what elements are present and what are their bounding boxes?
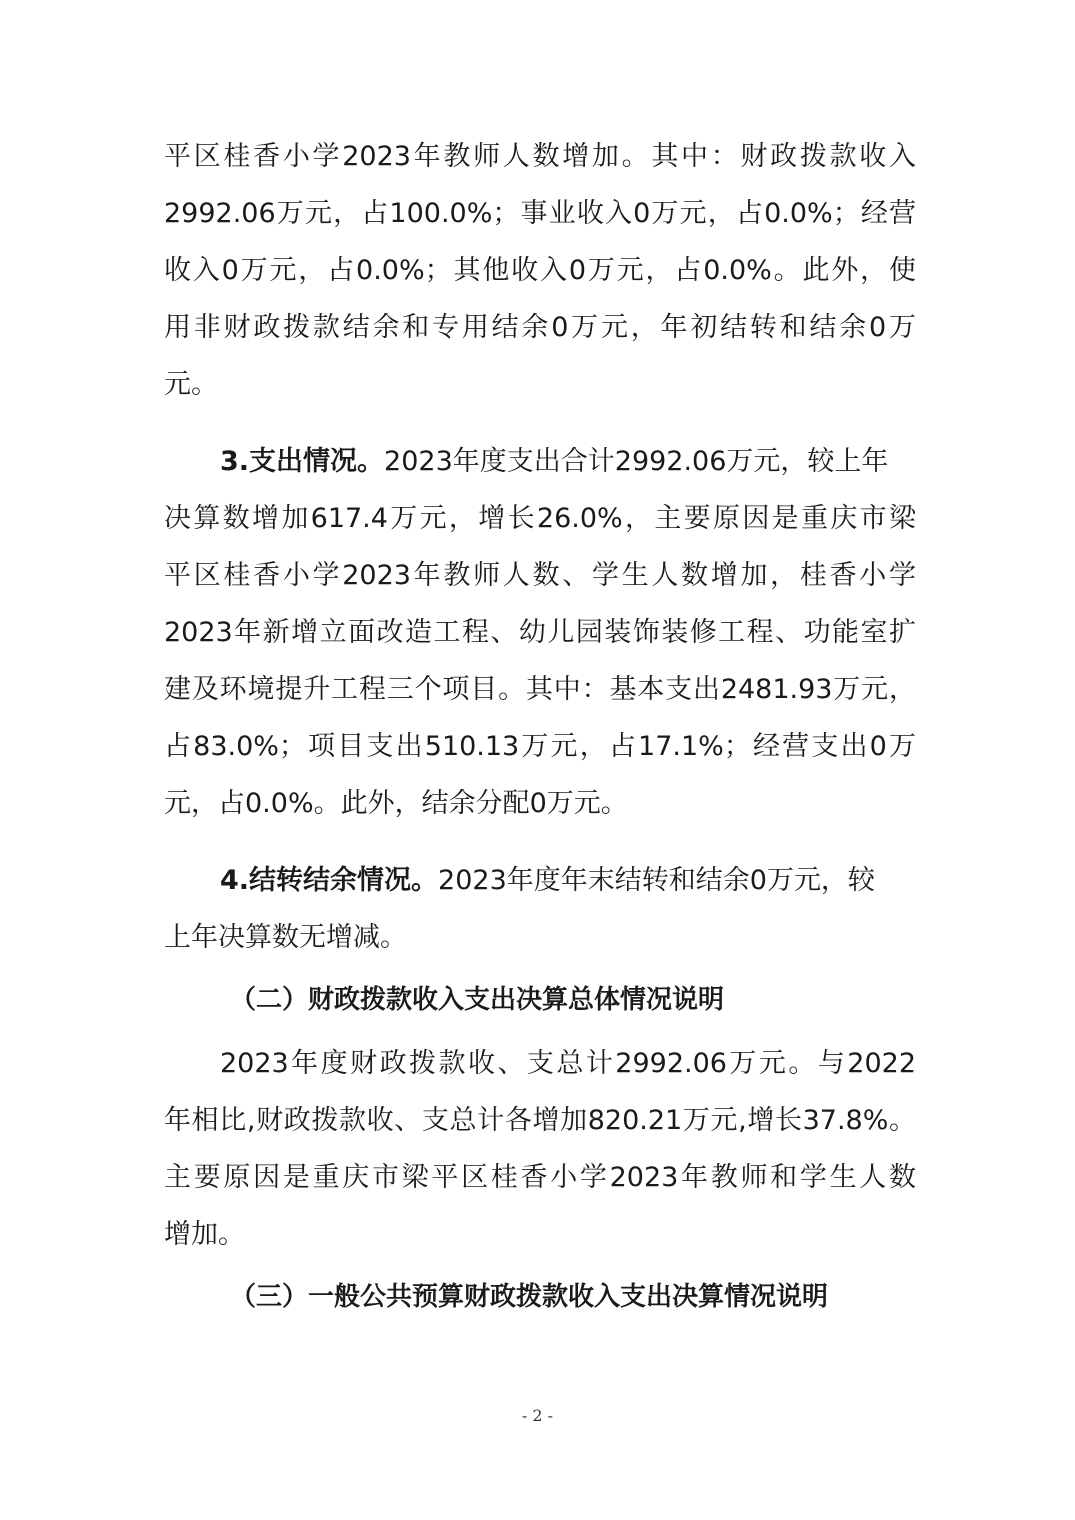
text-line: 2023年新增立面改造工程、幼儿园装饰装修工程、功能室扩	[164, 617, 916, 648]
text-line: 主要原因是重庆市梁平区桂香小学2023年教师和学生人数	[164, 1162, 916, 1193]
text-line-first	[164, 852, 916, 909]
document-body	[164, 128, 916, 1326]
text-line: 2992.06万元，占100.0%；事业收入0万元，占0.0%；经营	[164, 198, 916, 229]
paragraph-fiscal-summary	[164, 1035, 916, 1263]
paragraph-expenditure	[164, 433, 916, 832]
text-line: 平区桂香小学2023年教师人数增加。其中：财政拨款收入	[164, 141, 916, 172]
text-line: 上年决算数无增减。	[164, 922, 407, 953]
paragraph-gap	[164, 832, 916, 852]
text-run: 2023年度支出合计2992.06万元，较上年	[384, 446, 889, 477]
paragraph-heading: 3.支出情况。	[220, 446, 385, 477]
text-run: 2023年度年末结转和结余0万元，较	[438, 865, 875, 896]
text-line: 元，占0.0%。此外，结余分配0万元。	[164, 788, 628, 819]
paragraph-carryover	[164, 852, 916, 966]
text-line-first	[164, 433, 916, 490]
text-line: 收入0万元，占0.0%；其他收入0万元，占0.0%。此外，使	[164, 255, 916, 286]
text-line: 平区桂香小学2023年教师人数、学生人数增加，桂香小学	[164, 560, 916, 591]
text-line: 决算数增加617.4万元，增长26.0%，主要原因是重庆市梁	[164, 503, 916, 534]
section-title-3: （三）一般公共预算财政拨款收入支出决算情况说明	[230, 1282, 829, 1312]
text-line: 用非财政拨款结余和专用结余0万元，年初结转和结余0万	[164, 312, 916, 343]
text-line: 建及环境提升工程三个项目。其中：基本支出2481.93万元，	[164, 674, 916, 705]
text-line: 年相比,财政拨款收、支总计各增加820.21万元,增长37.8%。	[164, 1105, 916, 1136]
text-line: 增加。	[164, 1219, 245, 1250]
paragraph-gap	[164, 413, 916, 433]
section-title-2: （二）财政拨款收入支出决算总体情况说明	[230, 985, 725, 1015]
text-line: 元。	[164, 369, 218, 400]
page-number: - 2 -	[521, 1406, 554, 1425]
paragraph-heading: 4.结转结余情况。	[220, 865, 439, 896]
text-line: 占83.0%；项目支出510.13万元，占17.1%；经营支出0万	[164, 731, 916, 762]
text-line: 2023年度财政拨款收、支总计2992.06万元。与2022	[220, 1048, 916, 1079]
paragraph-income	[164, 128, 916, 413]
